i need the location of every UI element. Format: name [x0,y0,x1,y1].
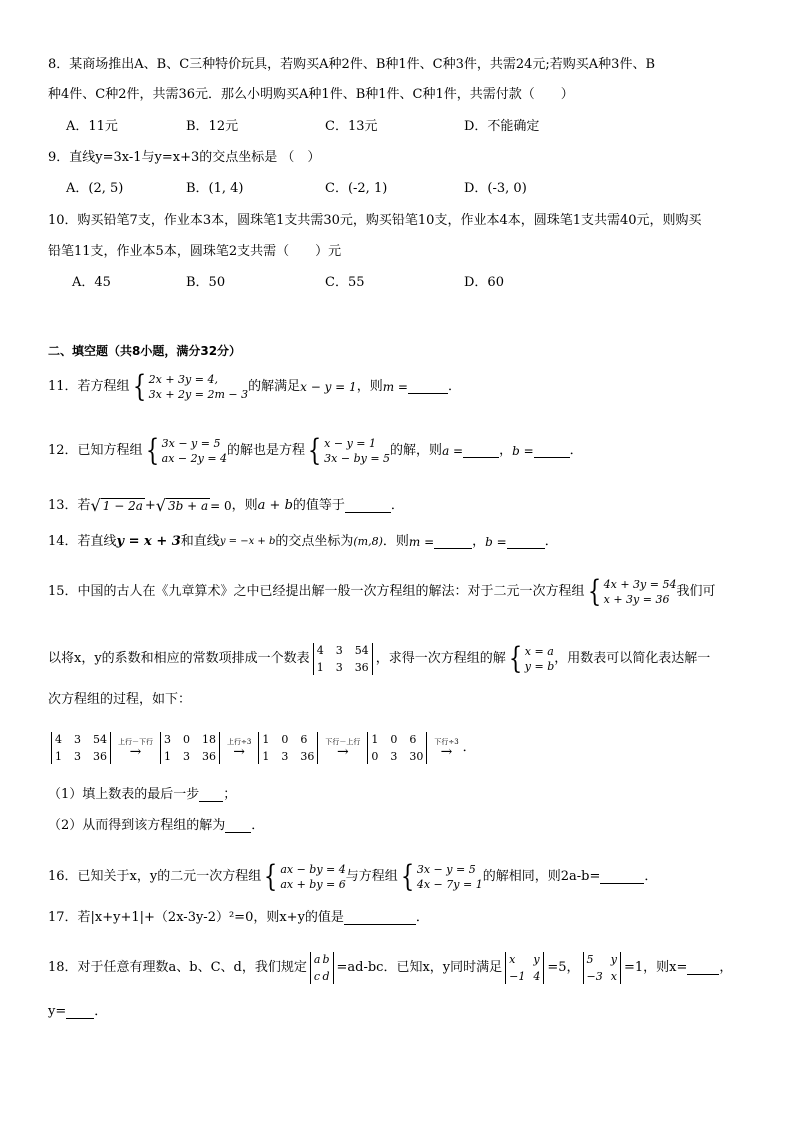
q9-option-b: B．(1, 4) [186,181,244,196]
q14-var1: m = [408,535,435,549]
q16-answer-blank[interactable] [600,871,644,884]
q15-eq1: 4x + 3y = 54 [603,578,677,591]
q13 [48,497,404,515]
table-cell: 4 [55,733,62,746]
q12-eq2: ax − 2y = 4 [161,452,228,465]
q12-system2: { x − y = 1 3x − by = 5 [307,433,391,468]
q11 [48,369,461,404]
q14-answer-m-blank[interactable] [434,536,472,549]
q12-sep: ， [499,443,513,458]
q16-eq2: ax + by = 6 [280,878,346,891]
q10-line1: 10．购买铅笔7支，作业本3本，圆珠笔1支共需30元，购买铅笔10支，作业本4本，圆珠笔1支共需40元，则购买 [48,213,702,228]
q15-sub2 [48,817,264,835]
table-cell: 18 [202,733,216,746]
q12-var1: a = [442,444,464,458]
q15-sub1-blank[interactable] [199,789,223,802]
q8-option-c: C．13元 [325,119,378,134]
q16-prefix: 16．已知关于x，y的二元一次方程组 [48,869,262,884]
step-operation-label: 下行÷3 [434,738,459,746]
step-operation-label: 下行－上行 [325,738,361,746]
q14-line2: y = −x + b [219,536,276,547]
q14-mid2: 的交点坐标为 [275,534,354,549]
table-cell: 6 [409,733,417,746]
q13-plus: + [144,498,156,513]
q15-sub1 [48,786,236,804]
q18-det1 [502,952,547,984]
table-cell: 3 [74,733,81,746]
q15-table0 [310,643,376,675]
q18-answer-x-blank[interactable] [687,962,719,975]
table-cell: 3 [183,750,190,763]
q13-expr: a + b [257,498,293,513]
q16-system1: { ax − by = 4 ax + by = 6 [264,859,346,894]
q12-eq1: 3x − y = 5 [161,437,221,450]
q14-var2: b = [485,535,507,549]
q15-step4-arrow [434,738,458,758]
table-cell: 3 [281,750,289,763]
q11-tail1: ，则 [356,379,383,394]
q18-line2-text: y= [48,1004,67,1019]
q16 [48,859,658,894]
table-cell: 1 [316,661,324,674]
q15-step2-table [157,732,223,764]
q14-tail1: ．则 [382,534,409,549]
q11-end: ． [447,379,461,394]
q17-answer-blank[interactable] [344,912,416,925]
q15-sub2-text: （2）从而得到该方程组的解为 [48,818,226,833]
q12-mid: 的解也是方程 [227,443,306,458]
q16-system2: { 3x − y = 5 4x − 7y = 1 [400,859,483,894]
table-cell: 0 [281,733,289,746]
q15-step2-arrow [227,738,251,758]
table-cell: b [322,953,330,966]
q15-steps-end: ． [462,740,476,755]
table-cell: c [313,970,321,983]
table-cell: 36 [354,661,369,674]
table-cell: 0 [371,750,379,763]
table-cell: 36 [300,750,315,763]
q12-var2: b = [512,444,534,458]
q15-line3: 次方程组的过程，如下： [48,692,192,707]
q15-sub2-end: ． [251,818,265,833]
step-operation-label: 上行－下行 [118,738,153,746]
q8-line2: 种4件、C种2件，共需36元．那么小明购买A种1件、B种1件、C种1件，共需付款（ ） [48,87,574,102]
table-cell: 3 [74,750,81,763]
q16-tail: 的解相同，则2a-b= [482,869,601,884]
step-operation-label: 上行÷3 [227,738,252,746]
table-cell: 36 [93,750,107,763]
q12-end: ． [569,443,583,458]
q12-tail1: 的解，则 [390,443,443,458]
q11-answer-blank[interactable] [408,381,448,394]
q15-eq2: x + 3y = 36 [603,593,670,606]
q13-answer-blank[interactable] [345,500,391,513]
q10-option-b: B．50 [186,275,226,290]
q14-point: (m,8) [353,535,383,548]
q12-eq4: 3x − by = 5 [324,452,391,465]
q11-mid: 的解满足 [248,379,301,394]
table-cell: x [610,970,617,983]
q9-option-a: A．(2, 5) [66,181,124,196]
q15-line2 [48,643,710,675]
q13-end: ． [390,498,404,513]
q17-end: ． [415,910,429,925]
q13-mid: ，则 [231,498,258,513]
q13-tail: 的值等于 [292,498,345,513]
q14-answer-b-blank[interactable] [507,536,545,549]
q11-var: m = [382,380,408,394]
table-cell: 1 [262,733,270,746]
table-cell: d [322,970,330,983]
table-cell: −3 [586,970,603,983]
q15-text1: 15．中国的古人在《九章算术》之中已经提出解一般一次方程组的解法：对于二元一次方程组 [48,584,585,599]
table-cell: 0 [183,733,190,746]
q8-line1: 8．某商场推出A、B、C三种特价玩具，若购买A种2件、B种1件、C种3件，共需24元;若购买A种3件、B [48,57,655,72]
q18-line1 [48,952,732,984]
q15-sol1: x = a [524,645,554,658]
q12-answer-a-blank[interactable] [463,445,499,458]
table-cell: 54 [93,733,107,746]
q15-step1-table [48,732,114,764]
table-cell: 5 [586,953,594,966]
q18-line2 [48,1003,107,1021]
q10-option-c: C．55 [325,275,365,290]
q18-end1: ， [719,960,733,975]
table-cell: y [610,953,617,966]
q11-eq2: 3x + 2y = 2m − 3 [148,388,249,401]
q16-eq3: 3x − y = 5 [416,863,476,876]
q15-steps [48,726,476,770]
table-cell: 54 [354,644,369,657]
table-cell: 1 [164,750,171,763]
q12-prefix: 12．已知方程组 [48,443,143,458]
q14-prefix: 14．若直线 [48,534,117,549]
q14-end: ． [544,534,558,549]
q17-text: 17．若|x+y+1|+（2x-3y-2）²=0，则x+y的值是 [48,910,344,925]
q15-step3-table [255,732,321,764]
table-cell: 1 [55,750,62,763]
table-cell: 3 [164,733,171,746]
table-cell: 4 [533,970,541,983]
q8-option-d: D．不能确定 [464,119,540,134]
q16-mid: 与方程组 [345,869,398,884]
table-cell: 1 [262,750,270,763]
q13-eq: = 0 [210,499,232,513]
table-cell: 3 [390,750,398,763]
q9-option-c: C．(-2, 1) [325,181,388,196]
q17 [48,909,429,927]
q15-sub1-text: （1）填上数表的最后一步 [48,787,200,802]
table-cell: 30 [409,750,424,763]
q13-radicand2: 3b + a [167,499,209,513]
q11-cond: x − y = 1 [300,380,357,394]
table-cell: y [533,953,540,966]
right-arrow-icon: → [336,744,349,760]
q13-prefix: 13．若 [48,498,91,513]
table-cell: 6 [300,733,308,746]
q15-line1 [48,574,716,609]
q12-answer-b-blank[interactable] [534,445,570,458]
q18-def-determinant [307,952,337,984]
q13-sqrt1: √ 1 − 2a [90,496,143,515]
table-cell: x [509,953,516,966]
q15-text2c: ，用数表可以简化表达解一 [554,651,711,666]
table-cell: 3 [335,661,343,674]
q15-step4-table [364,732,430,764]
q9-option-d: D．(-3, 0) [464,181,527,196]
q18-det2 [580,952,624,984]
q15-sub1-end: ； [223,787,237,802]
q11-prefix: 11．若方程组 [48,379,130,394]
q15-text2b: ，求得一次方程组的解 [375,651,506,666]
q18-def-eq: =ad-bc．已知x，y同时满足 [336,960,503,975]
q10-option-a: A．45 [72,275,111,290]
q14-sep: ， [472,534,486,549]
table-cell: 0 [390,733,398,746]
q18-det1-eq: =5， [547,960,580,975]
q13-sqrt2: √ 3b + a [155,496,209,515]
table-cell: 3 [335,644,343,657]
table-cell: a [313,953,321,966]
q16-eq4: 4x − 7y = 1 [416,878,483,891]
right-arrow-icon: → [129,744,142,760]
q13-radicand1: 1 − 2a [102,499,143,513]
q15-sol2: y = b [524,660,555,673]
table-cell: 4 [316,644,324,657]
table-cell: 1 [371,733,379,746]
q8-option-a: A．11元 [66,119,118,134]
q14-line1: y = x + 3 [116,534,181,549]
q11-system: { 2x + 3y = 4, 3x + 2y = 2m − 3 [132,369,249,404]
right-arrow-icon: → [233,744,246,760]
q14-mid: 和直线 [180,534,220,549]
q16-end: ． [644,869,658,884]
q10-option-d: D．60 [464,275,504,290]
right-arrow-icon: → [440,744,453,760]
table-cell: −1 [509,970,526,983]
q15-text1-tail: 我们可 [676,584,716,599]
q18-det2-eq: =1，则x= [623,960,688,975]
q8-option-b: B．12元 [186,119,239,134]
q10-line2: 铅笔11支，作业本5本，圆珠笔2支共需（ ）元 [48,244,342,259]
q15-solution-system: { x = a y = b [508,641,555,676]
q18-end2: ． [94,1004,108,1019]
q15-step3-arrow [325,738,360,758]
q12-eq3: x − y = 1 [324,437,376,450]
q9-line1: 9．直线y=3x-1与y=x+3的交点坐标是 （ ） [48,150,321,165]
q15-text2a: 以将x，y的系数和相应的常数项排成一个数表 [48,651,310,666]
q15-system: { 4x + 3y = 54 x + 3y = 36 [587,574,677,609]
table-cell: 36 [202,750,216,763]
q14 [48,533,558,551]
q15-step1-arrow [118,738,153,758]
q12 [48,433,583,468]
section-title: 二、填空题（共8小题，满分32分） [48,344,242,358]
q11-eq1: 2x + 3y = 4, [148,373,218,386]
q12-system1: { 3x − y = 5 ax − 2y = 4 [145,433,228,468]
q16-eq1: ax − by = 4 [280,863,346,876]
q18-prefix: 18．对于任意有理数a、b、C、d，我们规定 [48,960,307,975]
q15-sub2-blank[interactable] [225,820,251,833]
q18-answer-y-blank[interactable] [66,1006,94,1019]
